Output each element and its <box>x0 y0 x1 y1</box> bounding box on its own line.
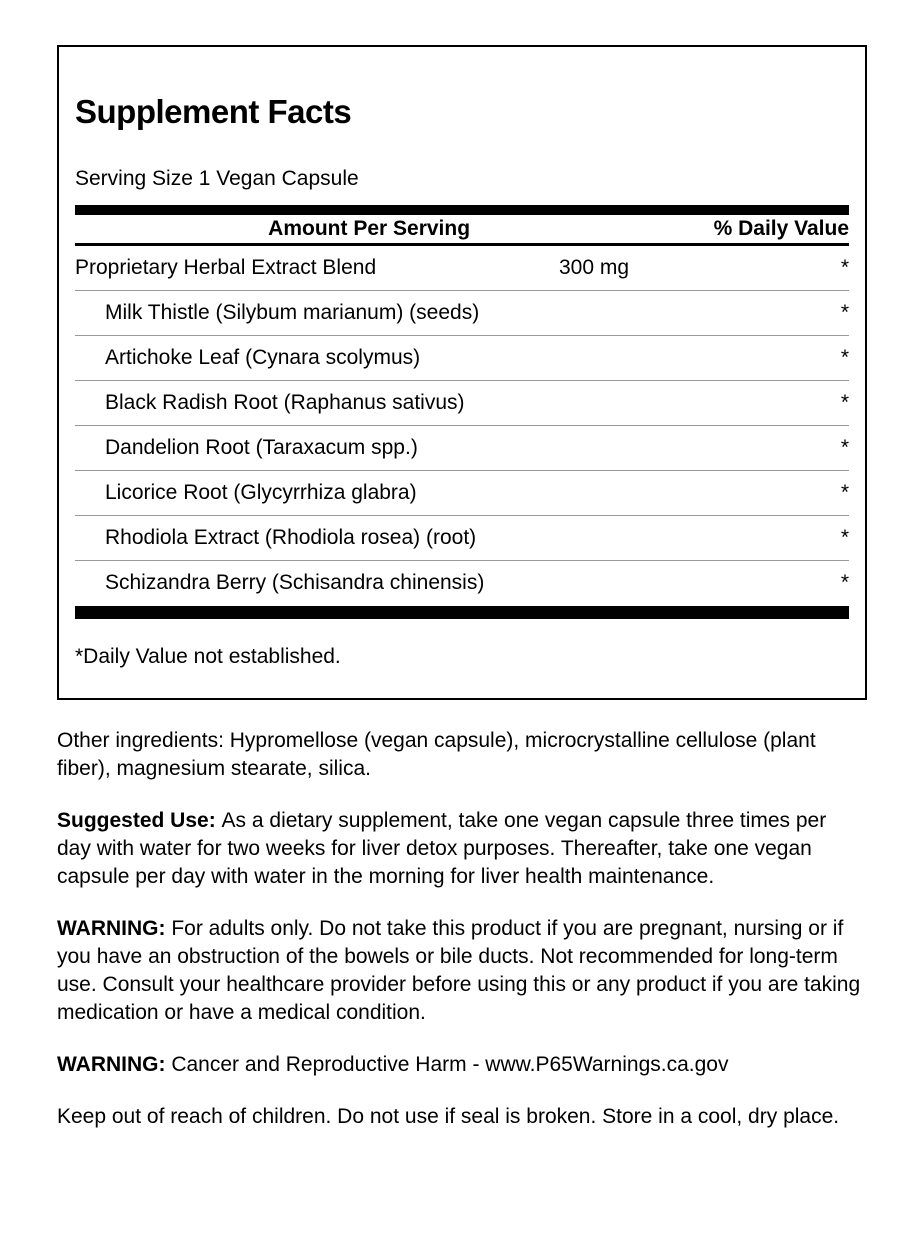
table-row <box>75 471 849 516</box>
table-row <box>75 246 849 291</box>
paragraph-text: Cancer and Reproductive Harm - www.P65Warnings.ca.gov <box>171 1053 729 1076</box>
warning-p65-paragraph <box>57 1051 865 1079</box>
table-row <box>75 516 849 561</box>
supplement-facts-panel <box>57 45 867 700</box>
paragraph-text: Other ingredients: Hypromellose (vegan capsule), microcrystalline cellulose (plant fiber), magnesium stearate, silica. <box>57 729 816 780</box>
paragraph-lead: WARNING: <box>57 1053 172 1076</box>
paragraph-text: For adults only. Do not take this product if you are pregnant, nursing or if you have an obstruction of the bowels or bile ducts. Not recommended for long-term use. Consult your healthcare provider before using this or any product if you are taking medication or have a medical condition. <box>57 917 861 1024</box>
ingredient-name: Proprietary Herbal Extract Blend <box>75 255 377 279</box>
ingredient-name: Schizandra Berry (Schisandra chinensis) <box>105 571 485 595</box>
table-row <box>75 426 849 471</box>
ingredient-daily-value: * <box>840 390 849 414</box>
suggested-use-paragraph <box>57 807 865 891</box>
table-row <box>75 561 849 606</box>
ingredient-name: Rhodiola Extract (Rhodiola rosea) (root) <box>105 525 477 549</box>
ingredient-name: Licorice Root (Glycyrrhiza glabra) <box>105 480 417 504</box>
ingredient-daily-value: * <box>840 525 849 549</box>
table-row <box>75 336 849 381</box>
header-amount-per-serving: Amount Per Serving <box>268 216 471 240</box>
ingredient-name: Dandelion Root (Taraxacum spp.) <box>105 435 418 459</box>
panel-title: Supplement Facts <box>75 93 352 130</box>
table-header-row <box>75 215 849 246</box>
ingredient-name: Artichoke Leaf (Cynara scolymus) <box>105 345 421 369</box>
storage-paragraph <box>57 1103 865 1131</box>
ingredient-daily-value: * <box>840 571 849 595</box>
thick-divider-bottom <box>75 606 849 619</box>
other-ingredients-paragraph <box>57 727 865 783</box>
ingredient-daily-value: * <box>840 480 849 504</box>
ingredient-amount: 300 mg <box>559 255 630 279</box>
ingredient-name: Black Radish Root (Raphanus sativus) <box>105 390 465 414</box>
paragraph-lead: WARNING: <box>57 917 172 940</box>
table-row <box>75 291 849 336</box>
ingredient-daily-value: * <box>840 300 849 324</box>
paragraph-text: As a dietary supplement, take one vegan capsule three times per day with water for two weeks for liver detox purposes. Thereafter, take one vegan capsule per day with water in the morning for liver health maintenance. <box>57 809 827 888</box>
paragraph-text: Keep out of reach of children. Do not use if seal is broken. Store in a cool, dry place. <box>57 1105 840 1128</box>
ingredient-daily-value: * <box>840 435 849 459</box>
header-daily-value: % Daily Value <box>713 216 849 240</box>
table-row <box>75 381 849 426</box>
ingredient-name: Milk Thistle (Silybum marianum) (seeds) <box>105 300 480 324</box>
paragraph-lead: Suggested Use: <box>57 809 222 832</box>
ingredient-daily-value: * <box>840 255 849 279</box>
warning-adults-paragraph <box>57 915 865 1027</box>
ingredient-daily-value: * <box>840 345 849 369</box>
daily-value-footnote: *Daily Value not established. <box>75 644 341 668</box>
serving-size-text: Serving Size 1 Vegan Capsule <box>75 166 359 190</box>
info-paragraphs <box>57 727 865 1155</box>
thick-divider-top <box>75 205 849 215</box>
